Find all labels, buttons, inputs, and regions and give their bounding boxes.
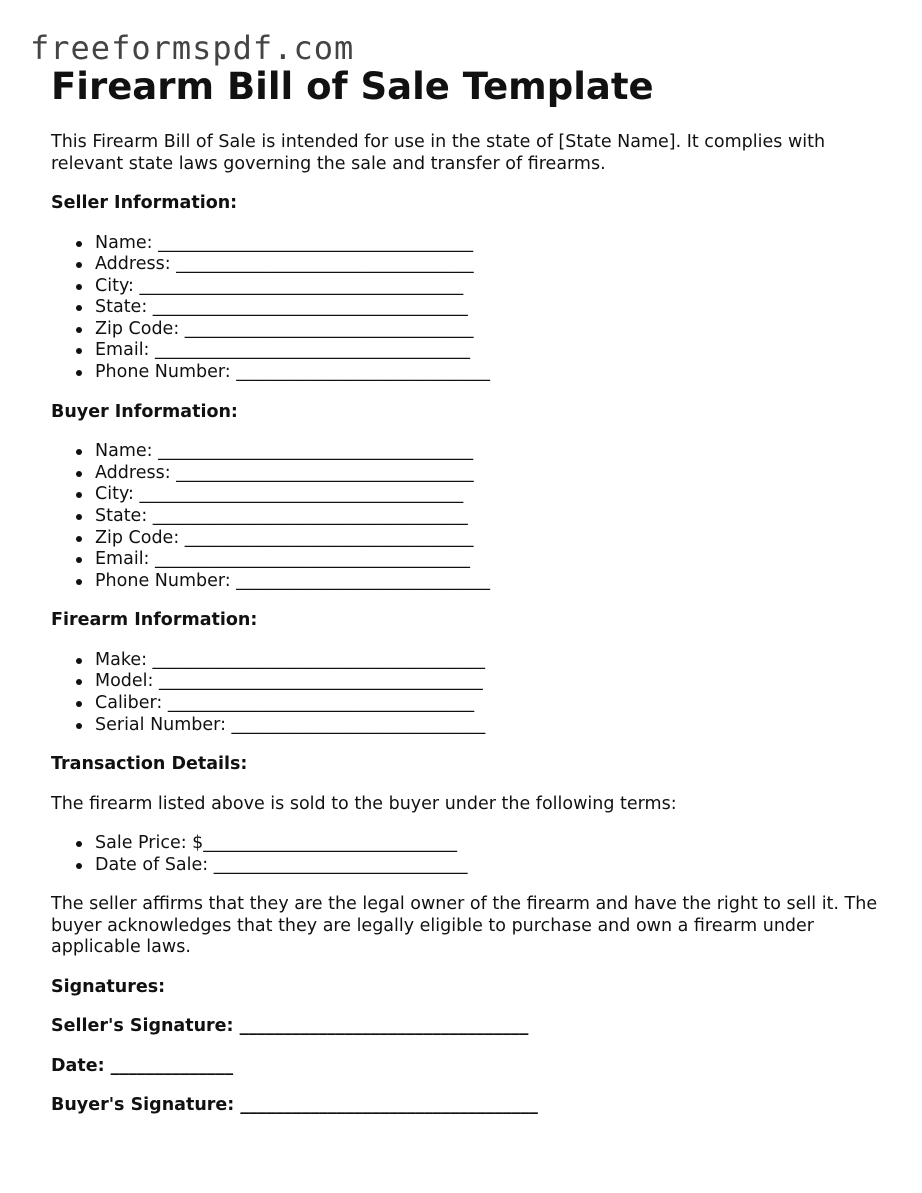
buyer-address-field: Address: __________________________________ [95,463,881,485]
transaction-terms-text: The firearm listed above is sold to the buyer under the following terms: [51,793,677,814]
buyer-zip-field: Zip Code: _________________________________ [95,528,881,550]
seller-field-list [51,233,881,384]
buyer-information-heading: Buyer Information: [51,401,238,422]
firearm-field-list [51,650,881,736]
seller-zip-field: Zip Code: _________________________________ [95,319,881,341]
document-title: Firearm Bill of Sale Template [51,65,654,108]
seller-address-field: Address: __________________________________ [95,254,881,276]
seller-name-field: Name: ____________________________________ [95,233,881,255]
seller-signature-line: Seller's Signature: _________________________________ [51,1016,529,1037]
buyer-state-field: State: ____________________________________ [95,506,881,528]
transaction-field-list [51,833,881,876]
watermark: freeformspdf.com [30,29,355,67]
buyer-city-field: City: _____________________________________ [95,484,881,506]
intro-paragraph: This Firearm Bill of Sale is intended for use in the state of [State Name]. It complies with relevant state laws governing the sale and transfer of firearms. [51,132,826,174]
buyer-phone-field: Phone Number: _____________________________ [95,571,881,593]
buyer-signature-line: Buyer's Signature: __________________________________ [51,1095,538,1116]
signature-date-line: Date: ______________ [51,1055,234,1076]
buyer-name-field: Name: ____________________________________ [95,441,881,463]
transaction-details-heading: Transaction Details: [51,754,248,775]
affirmation-paragraph: The seller affirms that they are the legal owner of the firearm and have the right to sell it. The buyer acknowledges that they are legally eligible to purchase and own a firearm under applicable laws. [51,894,878,958]
signatures-heading: Signatures: [51,976,166,997]
sale-date-field: Date of Sale: _____________________________ [95,855,881,877]
buyer-field-list [51,441,881,592]
firearm-model-field: Model: _____________________________________ [95,671,881,693]
seller-email-field: Email: ____________________________________ [95,340,881,362]
firearm-information-heading: Firearm Information: [51,610,258,631]
buyer-email-field: Email: ____________________________________ [95,549,881,571]
sale-price-field: Sale Price: $_____________________________ [95,833,881,855]
seller-phone-field: Phone Number: _____________________________ [95,362,881,384]
document-body [51,64,881,1117]
firearm-serial-field: Serial Number: _____________________________ [95,715,881,737]
firearm-make-field: Make: ______________________________________ [95,650,881,672]
seller-city-field: City: _____________________________________ [95,276,881,298]
firearm-caliber-field: Caliber: ___________________________________ [95,693,881,715]
seller-information-heading: Seller Information: [51,193,238,213]
seller-state-field: State: ____________________________________ [95,297,881,319]
